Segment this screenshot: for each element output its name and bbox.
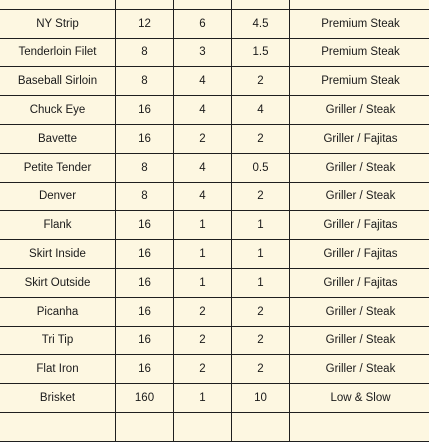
value-cell-3: 1 <box>232 211 290 240</box>
value-cell-1: 8 <box>116 67 174 96</box>
value-cell-2: 1 <box>174 384 232 413</box>
use-cell: Premium Steak <box>290 38 429 67</box>
value-cell-2 <box>174 0 232 9</box>
use-cell: Griller / Steak <box>290 326 429 355</box>
cut-name-cell: Baseball Sirloin <box>0 67 116 96</box>
value-cell-2: 2 <box>174 326 232 355</box>
value-cell-1: 16 <box>116 240 174 269</box>
value-cell-3 <box>232 412 290 441</box>
value-cell-1: 12 <box>116 9 174 38</box>
table-row <box>0 0 429 9</box>
value-cell-2: 4 <box>174 153 232 182</box>
cut-name-cell: Chuck Eye <box>0 96 116 125</box>
cut-name-cell: Tri Tip <box>0 326 116 355</box>
value-cell-3: 1 <box>232 240 290 269</box>
cut-name-cell: Picanha <box>0 297 116 326</box>
value-cell-1: 16 <box>116 355 174 384</box>
cut-name-cell: Petite Tender <box>0 153 116 182</box>
value-cell-2: 3 <box>174 38 232 67</box>
value-cell-3: 1.5 <box>232 38 290 67</box>
value-cell-1: 16 <box>116 211 174 240</box>
value-cell-3: 2 <box>232 67 290 96</box>
value-cell-2: 4 <box>174 96 232 125</box>
table-row <box>0 9 429 38</box>
use-cell: Griller / Fajitas <box>290 268 429 297</box>
value-cell-1: 16 <box>116 268 174 297</box>
table-row <box>0 182 429 211</box>
value-cell-3: 2 <box>232 182 290 211</box>
use-cell <box>290 0 429 9</box>
value-cell-2: 2 <box>174 124 232 153</box>
use-cell: Low & Slow <box>290 384 429 413</box>
use-cell: Griller / Steak <box>290 153 429 182</box>
table-row <box>0 412 429 441</box>
value-cell-2 <box>174 412 232 441</box>
cut-name-cell <box>0 0 116 9</box>
use-cell: Griller / Steak <box>290 297 429 326</box>
table-row <box>0 38 429 67</box>
cut-name-cell: NY Strip <box>0 9 116 38</box>
table-row <box>0 124 429 153</box>
value-cell-3: 2 <box>232 124 290 153</box>
value-cell-3: 2 <box>232 355 290 384</box>
value-cell-2: 2 <box>174 297 232 326</box>
cut-name-cell: Denver <box>0 182 116 211</box>
use-cell: Griller / Steak <box>290 96 429 125</box>
value-cell-1: 8 <box>116 153 174 182</box>
use-cell: Griller / Fajitas <box>290 124 429 153</box>
use-cell <box>290 412 429 441</box>
value-cell-2: 1 <box>174 240 232 269</box>
cut-name-cell: Flat Iron <box>0 355 116 384</box>
value-cell-3: 2 <box>232 297 290 326</box>
value-cell-2: 1 <box>174 268 232 297</box>
cut-name-cell: Brisket <box>0 384 116 413</box>
table-row <box>0 355 429 384</box>
value-cell-1: 16 <box>116 297 174 326</box>
use-cell: Premium Steak <box>290 67 429 96</box>
use-cell: Griller / Steak <box>290 355 429 384</box>
use-cell: Griller / Fajitas <box>290 211 429 240</box>
value-cell-1: 160 <box>116 384 174 413</box>
cut-name-cell: Flank <box>0 211 116 240</box>
value-cell-1: 16 <box>116 124 174 153</box>
use-cell: Griller / Fajitas <box>290 240 429 269</box>
value-cell-3: 10 <box>232 384 290 413</box>
value-cell-1: 16 <box>116 96 174 125</box>
value-cell-3: 0.5 <box>232 153 290 182</box>
cut-name-cell: Tenderloin Filet <box>0 38 116 67</box>
value-cell-1: 16 <box>116 326 174 355</box>
value-cell-1: 8 <box>116 182 174 211</box>
table-row <box>0 67 429 96</box>
use-cell: Premium Steak <box>290 9 429 38</box>
table-row <box>0 384 429 413</box>
value-cell-2: 4 <box>174 67 232 96</box>
value-cell-3 <box>232 0 290 9</box>
table-row <box>0 297 429 326</box>
value-cell-1 <box>116 412 174 441</box>
table-row <box>0 268 429 297</box>
cut-name-cell: Skirt Outside <box>0 268 116 297</box>
value-cell-2: 1 <box>174 211 232 240</box>
value-cell-3: 4.5 <box>232 9 290 38</box>
table-row <box>0 211 429 240</box>
table-row <box>0 96 429 125</box>
table-row <box>0 153 429 182</box>
value-cell-3: 2 <box>232 326 290 355</box>
value-cell-2: 2 <box>174 355 232 384</box>
table-row <box>0 326 429 355</box>
cut-name-cell: Bavette <box>0 124 116 153</box>
cut-name-cell: Skirt Inside <box>0 240 116 269</box>
use-cell: Griller / Steak <box>290 182 429 211</box>
value-cell-2: 6 <box>174 9 232 38</box>
value-cell-1 <box>116 0 174 9</box>
value-cell-1: 8 <box>116 38 174 67</box>
cut-name-cell <box>0 412 116 441</box>
table-row <box>0 240 429 269</box>
value-cell-3: 4 <box>232 96 290 125</box>
value-cell-3: 1 <box>232 268 290 297</box>
value-cell-2: 4 <box>174 182 232 211</box>
